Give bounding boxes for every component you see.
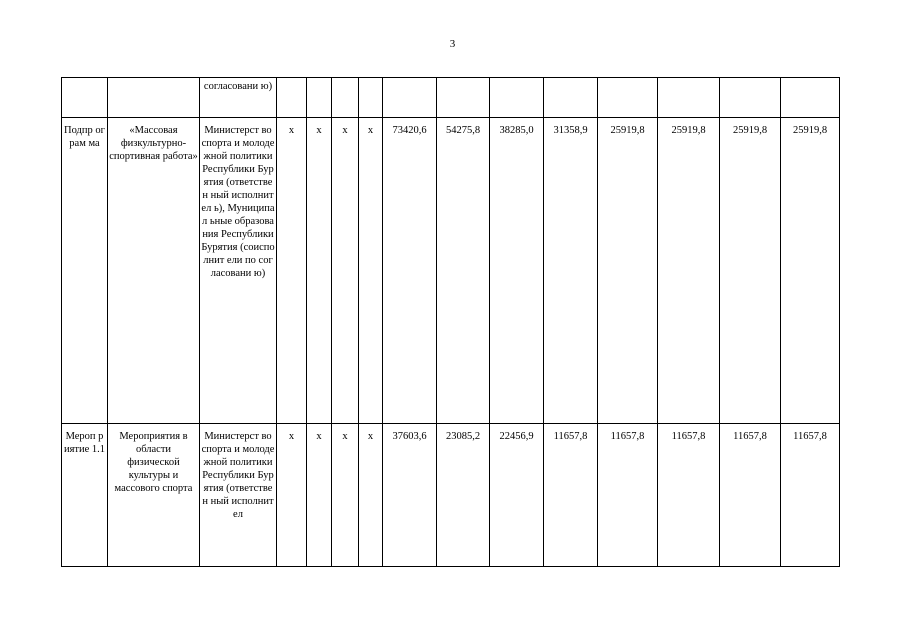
code-cell: х bbox=[359, 424, 383, 567]
table-row bbox=[62, 118, 840, 424]
row-type-cell bbox=[62, 78, 108, 118]
code-cell bbox=[359, 78, 383, 118]
value-cell: 11657,8 bbox=[598, 424, 658, 567]
value-cell: 37603,6 bbox=[383, 424, 437, 567]
responsible-cell: Министерст во спорта и молодежной политики Республики Бурятия (ответствен ный исполнител ь), Муниципал ьные образования Республики Бурятия (соисполнит ели по согласовани ю) bbox=[200, 118, 277, 424]
code-cell bbox=[307, 78, 332, 118]
value-cell: 38285,0 bbox=[490, 118, 544, 424]
code-cell: х bbox=[307, 424, 332, 567]
value-cell: 54275,8 bbox=[437, 118, 490, 424]
value-cell bbox=[490, 78, 544, 118]
value-cell: 23085,2 bbox=[437, 424, 490, 567]
value-cell bbox=[781, 78, 840, 118]
value-cell: 31358,9 bbox=[544, 118, 598, 424]
responsible-cell: согласовани ю) bbox=[200, 78, 277, 118]
row-type-cell: Мероп риятие 1.1 bbox=[62, 424, 108, 567]
value-cell: 11657,8 bbox=[720, 424, 781, 567]
row-name-cell: Мероприятия в области физической культуры и массового спорта bbox=[108, 424, 200, 567]
table-row bbox=[62, 78, 840, 118]
code-cell bbox=[277, 78, 307, 118]
code-cell: х bbox=[332, 424, 359, 567]
code-cell: х bbox=[277, 424, 307, 567]
value-cell: 25919,8 bbox=[598, 118, 658, 424]
value-cell: 22456,9 bbox=[490, 424, 544, 567]
value-cell: 25919,8 bbox=[781, 118, 840, 424]
value-cell: 25919,8 bbox=[658, 118, 720, 424]
code-cell bbox=[332, 78, 359, 118]
row-name-cell bbox=[108, 78, 200, 118]
row-name-cell: «Массовая физкультурно-спортивная работа» bbox=[108, 118, 200, 424]
value-cell bbox=[544, 78, 598, 118]
value-cell bbox=[437, 78, 490, 118]
value-cell: 11657,8 bbox=[544, 424, 598, 567]
row-type-cell: Подпр ограм ма bbox=[62, 118, 108, 424]
code-cell: х bbox=[307, 118, 332, 424]
page-number: 3 bbox=[449, 38, 456, 50]
value-cell bbox=[598, 78, 658, 118]
code-cell: х bbox=[277, 118, 307, 424]
code-cell: х bbox=[332, 118, 359, 424]
value-cell bbox=[720, 78, 781, 118]
value-cell: 25919,8 bbox=[720, 118, 781, 424]
value-cell bbox=[383, 78, 437, 118]
program-table bbox=[61, 77, 840, 567]
responsible-cell: Министерст во спорта и молодежной политики Республики Бурятия (ответствен ный исполнител bbox=[200, 424, 277, 567]
table-row bbox=[62, 424, 840, 567]
code-cell: х bbox=[359, 118, 383, 424]
value-cell: 11657,8 bbox=[781, 424, 840, 567]
value-cell bbox=[658, 78, 720, 118]
value-cell: 11657,8 bbox=[658, 424, 720, 567]
value-cell: 73420,6 bbox=[383, 118, 437, 424]
